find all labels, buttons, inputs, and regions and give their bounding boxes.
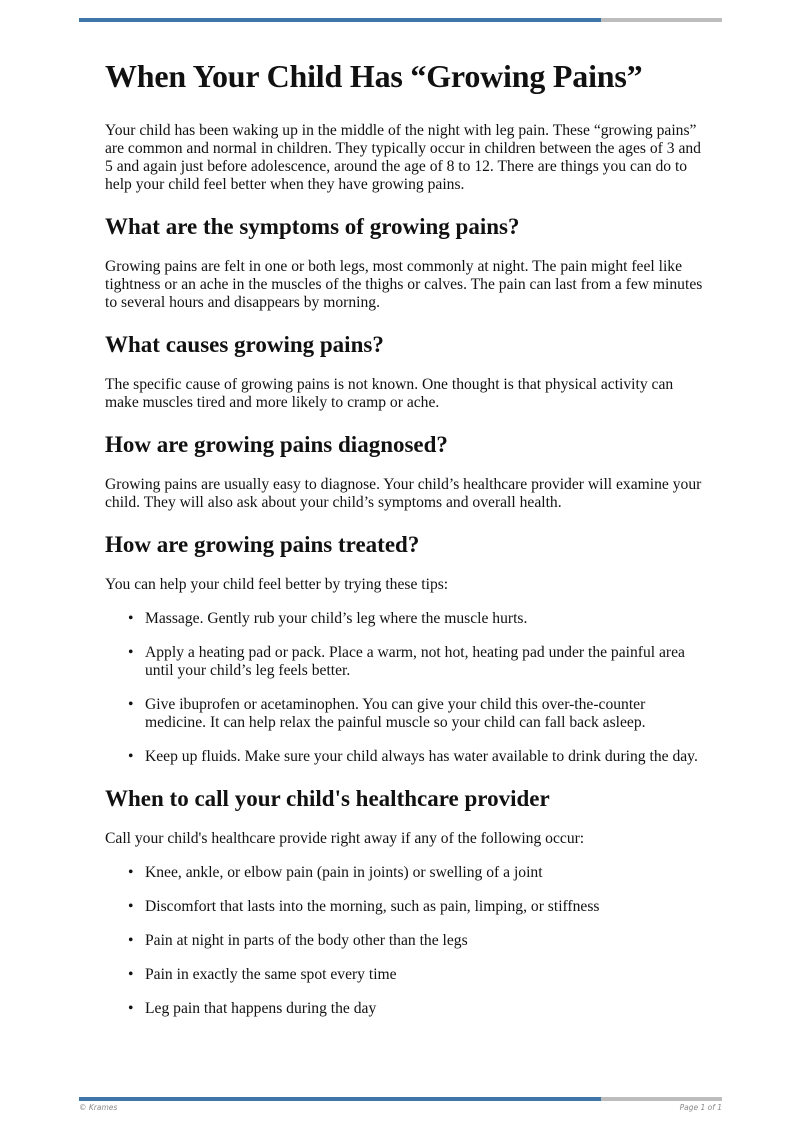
section-heading-causes: What causes growing pains? <box>105 332 384 357</box>
list-item: • Discomfort that lasts into the morning, such as pain, limping, or stiffness <box>105 898 705 916</box>
list-item: • Knee, ankle, or elbow pain (pain in joints) or swelling of a joint <box>105 864 705 882</box>
copyright-text: © Krames <box>79 1103 118 1112</box>
list-item: • Massage. Gently rub your child’s leg where the muscle hurts. <box>105 610 705 628</box>
list-item: • Keep up fluids. Make sure your child always has water available to drink during the day. <box>105 748 705 766</box>
section-text-treatment: You can help your child feel better by trying these tips: <box>105 576 449 593</box>
document-body <box>105 52 705 1018</box>
footer-rule <box>79 1097 722 1101</box>
page-number: Page 1 of 1 <box>679 1103 722 1112</box>
section-text-diagnosis: Growing pains are usually easy to diagnose. Your child’s healthcare provider will examine your child. They will also ask about your child’s symptoms and overall health. <box>105 476 702 511</box>
header-rule <box>79 18 722 22</box>
section-text-symptoms: Growing pains are felt in one or both legs, most commonly at night. The pain might feel like tightness or an ache in the muscles of the thighs or calves. The pain can last from a few minutes to several hours and disappears by morning. <box>105 258 703 311</box>
section-heading-when-to-call: When to call your child's healthcare provider <box>105 786 550 811</box>
list-item: • Leg pain that happens during the day <box>105 1000 705 1018</box>
page-title: When Your Child Has “Growing Pains” <box>105 58 643 94</box>
section-heading-diagnosis: How are growing pains diagnosed? <box>105 432 448 457</box>
section-text-causes: The specific cause of growing pains is not known. One thought is that physical activity can make muscles tired and more likely to cramp or ache. <box>105 376 674 411</box>
when-to-call-list <box>105 864 705 1018</box>
intro-paragraph: Your child has been waking up in the middle of the night with leg pain. These “growing pains” are common and normal in children. They typically occur in children between the ages of 3 and 5 and again just before adolescence, around the age of 8 to 12. There are things you can do to help your child feel better when they have growing pains. <box>105 122 701 193</box>
header-rule-grey <box>601 18 722 22</box>
section-heading-treatment: How are growing pains treated? <box>105 532 420 557</box>
footer-rule-grey <box>601 1097 722 1101</box>
footer-rule-blue <box>79 1097 601 1101</box>
list-item: • Pain at night in parts of the body other than the legs <box>105 932 705 950</box>
list-item: • Give ibuprofen or acetaminophen. You can give your child this over-the-counter medicine. It can help relax the painful muscle so your child can fall back asleep. <box>105 696 705 732</box>
section-text-when-to-call: Call your child's healthcare provide right away if any of the following occur: <box>105 830 585 847</box>
header-rule-blue <box>79 18 601 22</box>
list-item: • Apply a heating pad or pack. Place a warm, not hot, heating pad under the painful area until your child’s leg feels better. <box>105 644 705 680</box>
list-item: • Pain in exactly the same spot every time <box>105 966 705 984</box>
treatment-list <box>105 610 705 766</box>
section-heading-symptoms: What are the symptoms of growing pains? <box>105 214 520 239</box>
page-footer <box>79 1103 722 1112</box>
